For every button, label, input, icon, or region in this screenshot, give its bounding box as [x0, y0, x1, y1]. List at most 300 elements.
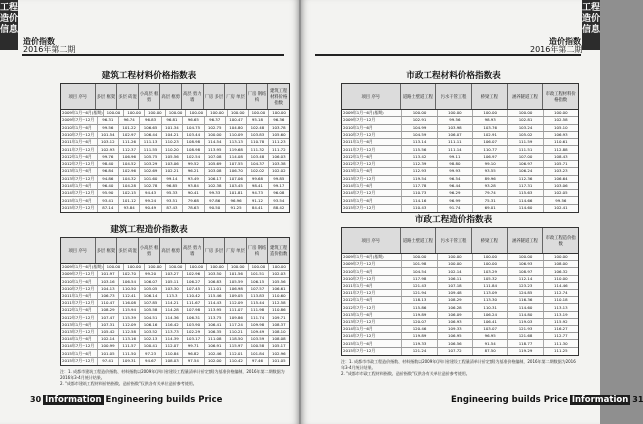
table-row	[61, 168, 289, 175]
table-header	[61, 238, 289, 264]
table-cell: 90.50	[205, 205, 226, 212]
table-row	[61, 293, 289, 300]
table-cell: 100.47	[226, 117, 247, 123]
table-cell: 102.96	[183, 271, 204, 277]
table-row	[61, 314, 289, 321]
table-cell: 111.13	[140, 139, 161, 145]
table-cell: 94.86	[98, 176, 119, 182]
table-cell: 108.98	[183, 146, 204, 152]
table-cell: 103.27	[162, 271, 183, 277]
table-cell: 88.42	[273, 205, 285, 211]
table-cell: 101.51	[247, 271, 268, 277]
table-cell: 103.48	[247, 154, 268, 160]
table-row	[342, 326, 578, 333]
table-row	[342, 125, 578, 132]
table-cell: 97.54	[183, 358, 204, 365]
table-cell: 119.33	[402, 340, 437, 346]
table-cell: 106.35	[205, 329, 226, 335]
table-cell: 106.31	[183, 314, 204, 320]
table-row	[61, 322, 289, 329]
table-cell: 110.00	[554, 275, 568, 281]
row-period: 2014年1月~6月	[61, 183, 98, 189]
table-cell: 99.56	[438, 117, 473, 123]
table-cell: 103.17	[183, 336, 204, 342]
table-cell: 107.57	[247, 286, 268, 292]
column-header: 建筑工程材料价格指数	[270, 88, 288, 106]
table-cell: 115.63	[508, 190, 543, 196]
table-cell: 102.41	[554, 205, 568, 211]
table-cell: 120.07	[402, 319, 437, 325]
table-cell: 108.00	[554, 261, 568, 267]
table-cell: 106.07	[473, 139, 508, 145]
table-cell: 105.60	[272, 132, 286, 138]
data-table	[341, 227, 579, 356]
table-cell: 108.29	[98, 307, 119, 313]
table-cell: 102.93	[98, 146, 119, 152]
row-period: 2015年1月~6月	[61, 350, 98, 356]
table-cell: 102.97	[119, 132, 140, 138]
table-cell: 103.24	[508, 125, 543, 131]
table-row	[342, 161, 578, 168]
table-cell: 105.02	[508, 132, 543, 138]
table-cell: 101.05	[98, 350, 119, 356]
table-cell: 110.18	[554, 297, 568, 303]
table-cell: 106.93	[508, 261, 543, 267]
table-cell: 103.16	[98, 278, 119, 284]
table-cell: 95.90	[98, 190, 119, 196]
table-cell: 110.50	[119, 286, 140, 292]
table-cell: 106.07	[140, 278, 161, 284]
column-header: 项目 序号	[61, 238, 96, 263]
table-cell: 105.17	[272, 343, 286, 349]
table-cell: 105.69	[205, 161, 226, 167]
table-cell: 121.43	[402, 283, 437, 289]
table-cell: 108.29	[438, 297, 473, 303]
section-band: 工程造价信息	[582, 0, 600, 50]
table-cell: 103.12	[98, 139, 119, 145]
row-period: 2015年7月~12月	[342, 348, 402, 355]
table-row	[61, 286, 289, 293]
row-period: 2010年7月~12月	[61, 132, 98, 138]
table-cell: 100.00	[124, 110, 145, 116]
table-row	[342, 146, 578, 153]
table-row	[61, 161, 289, 168]
table-cell: 111.51	[508, 146, 543, 152]
footer-tag: Information	[45, 394, 102, 405]
table-row	[61, 205, 289, 212]
table-header	[342, 228, 578, 254]
table-cell: 100.00	[473, 254, 508, 260]
table-cell: 115.86	[402, 304, 437, 310]
table-cell: 99.56	[98, 125, 119, 131]
table-cell: 106.98	[226, 286, 247, 292]
table-cell: 114.39	[162, 336, 183, 342]
table-cell: 113.16	[119, 336, 140, 342]
table-cell: 106.32	[554, 268, 568, 274]
table-cell: 111.01	[205, 286, 226, 292]
table-cell: 100.00	[402, 254, 437, 260]
table-cell: 100.00	[145, 264, 166, 270]
table-cell: 113.73	[162, 329, 183, 335]
table-cell: 106.16	[140, 322, 161, 328]
row-period: 2009年1月~6月(基期)	[62, 110, 103, 116]
table-cell: 93.28	[473, 183, 508, 189]
table-cell: 100.00	[402, 110, 437, 116]
table-cell: 104.75	[183, 125, 204, 131]
row-period: 2011年7月~12月	[342, 290, 402, 296]
row-period: 2013年7月~12月	[61, 329, 98, 335]
table-cell: 109.05	[226, 293, 247, 299]
column-header: 高层 剪力墙	[182, 84, 204, 109]
table-cell: 110.42	[183, 293, 204, 299]
row-period: 2009年1月~6月(基期)	[342, 254, 402, 260]
column-header: 高层 框剪	[160, 84, 182, 109]
table-row	[342, 304, 578, 311]
table-cell: 99.24	[140, 197, 161, 203]
row-period: 2014年1月~6月	[61, 336, 98, 342]
row-period: 2010年1月~6月	[342, 125, 402, 131]
table-cell: 112.07	[162, 343, 183, 349]
table-cell: 116.42	[162, 322, 183, 328]
table-cell: 103.38	[272, 161, 286, 167]
row-period: 2014年7月~12月	[342, 333, 402, 339]
table-cell: 105.11	[162, 278, 183, 284]
table-cell: 102.02	[247, 168, 268, 174]
table-cell: 111.14	[438, 146, 473, 152]
table-cell: 110.43	[402, 205, 437, 212]
row-period: 2012年1月~6月	[342, 297, 402, 303]
table-cell: 110.78	[247, 139, 268, 145]
table-cell: 118.13	[402, 297, 437, 303]
footer-text: Engineering builds Price	[105, 394, 223, 405]
column-header: 项目 序号	[342, 84, 401, 109]
table-cell: 124.85	[508, 290, 543, 296]
table-cell: 100.41	[140, 343, 161, 349]
table-cell: 113.3	[162, 293, 183, 299]
table-cell: 100.58	[247, 343, 268, 349]
table-row	[342, 333, 578, 340]
table-cell: 99.33	[205, 190, 226, 196]
table-row	[61, 350, 289, 357]
table-row	[342, 319, 578, 326]
table-cell: 105.56	[272, 278, 286, 284]
table-cell: 109.86	[226, 314, 247, 320]
table-cell: 79.68	[183, 197, 204, 203]
table-cell: 105.71	[554, 161, 568, 167]
table-cell: 106.24	[508, 168, 543, 174]
table-row	[61, 307, 289, 314]
table-cell: 97.41	[98, 358, 119, 365]
row-period: 2013年7月~12月	[61, 176, 98, 182]
table-cell: 105.32	[473, 276, 508, 282]
table-cell: 100.00	[272, 264, 286, 270]
table-row	[61, 358, 289, 365]
table-cell: 100.00	[554, 254, 568, 260]
table-cell: 121.68	[508, 333, 543, 339]
row-period: 2010年7月~12月	[342, 276, 402, 282]
table-cell: 117.31	[508, 183, 543, 189]
table-cell: 99.68	[247, 176, 268, 182]
table-cell: 103.83	[247, 132, 268, 138]
table-cell: 103.23	[554, 168, 568, 174]
column-header: 小高层 框剪	[139, 238, 161, 263]
table-cell: 100.00	[228, 264, 249, 270]
table-cell: 116.36	[508, 297, 543, 303]
table-cell: 114.46	[554, 282, 568, 288]
table-row	[342, 297, 578, 304]
table-cell: 100.00	[104, 110, 125, 116]
table-cell: 96.65	[183, 117, 204, 123]
column-header: 厂房 多层	[204, 238, 226, 263]
footnote: 注：1. 成都市市政工程造价指数、材料指数以2009年(四川省建设工程量清单计价定额)为基准价格编制，2016年第二期数据为2016年3-4月统计结果。 2. "成都市市政工程材料指数、造价指数"仅供各有关单位造价参考使用。	[341, 359, 576, 376]
table-cell: 104.21	[162, 132, 183, 138]
table-cell: 102.15	[119, 190, 140, 196]
table-cell: 96.31	[98, 117, 119, 123]
table-cell: 106.28	[438, 304, 473, 310]
table-title: 建筑工程材料价格指数表	[101, 71, 197, 81]
table-cell: 106.07	[438, 132, 473, 138]
table-cell: 100.00	[508, 110, 543, 116]
table-cell: 121.24	[402, 348, 437, 355]
table-cell: 93.54	[273, 197, 285, 203]
table-row	[342, 290, 578, 297]
table-cell: 99.10	[473, 161, 508, 167]
row-period: 2013年1月~6月	[342, 168, 402, 174]
right-page	[301, 0, 643, 424]
table-cell: 104.99	[402, 125, 437, 131]
table-cell: 101.54	[98, 132, 119, 138]
table-cell: 100.00	[438, 261, 473, 267]
table-cell: 100.00	[249, 264, 270, 270]
table-cell: 106.97	[508, 161, 543, 167]
table-cell: 110.20	[162, 146, 183, 152]
table-cell: 105.58	[140, 307, 161, 313]
table-cell: 106.15	[247, 278, 268, 284]
table-cell: 113.95	[205, 146, 226, 152]
row-period: 2010年7月~12月	[342, 132, 402, 138]
table-cell: 115.94	[119, 307, 140, 313]
table-cell: 106.14	[140, 293, 161, 299]
column-header: 项目 序号	[342, 228, 401, 253]
table-cell: 110.84	[162, 350, 183, 356]
table-cell: 97.46	[247, 358, 268, 365]
table-cell: 106.17	[205, 176, 226, 182]
table-cell: 96.36	[273, 117, 285, 123]
table-cell: 99.71	[183, 343, 204, 349]
table-row	[342, 276, 578, 283]
table-cell: 106.64	[554, 175, 568, 181]
table-row	[342, 261, 578, 268]
table-cell: 107.47	[98, 314, 119, 320]
table-cell: 103.76	[473, 125, 508, 131]
table-cell: 119.29	[508, 348, 543, 355]
table-cell: 108.03	[162, 358, 183, 365]
row-period: 2015年1月~6月	[342, 340, 402, 346]
table-cell: 102.91	[402, 117, 437, 123]
table-cell: 102.78	[140, 183, 161, 189]
table-cell: 107.31	[98, 322, 119, 328]
table-cell: 113.95	[205, 307, 226, 313]
table-cell: 106.83	[205, 278, 226, 284]
table-cell: 93.55	[473, 168, 508, 174]
table-cell: 106.09	[438, 312, 473, 318]
table-cell: 102.46	[205, 350, 226, 356]
table-cell: 111.30	[554, 340, 568, 346]
table-row	[342, 348, 578, 355]
table-cell: 113.42	[402, 154, 437, 160]
header-rule	[315, 54, 581, 56]
table-cell: 110.77	[473, 146, 508, 152]
table-cell: 102.02	[272, 168, 286, 174]
table-cell: 113.75	[205, 314, 226, 320]
table-cell: 105.42	[98, 329, 119, 335]
table-cell: 105.59	[226, 278, 247, 284]
table-row	[61, 125, 289, 132]
row-period: 2014年7月~12月	[61, 343, 98, 349]
footer-tag: Information	[571, 394, 629, 405]
table-cell: 110.21	[226, 329, 247, 335]
table-cell: 97.23	[140, 350, 161, 356]
table-cell: 100.00	[473, 110, 508, 116]
table-cell: 102.96	[119, 168, 140, 174]
table-title: 市政工程造价指数表	[414, 215, 493, 225]
table-cell: 106.96	[119, 154, 140, 160]
section-band: 工程造价信息	[0, 0, 18, 50]
table-cell: 113.13	[226, 139, 247, 145]
table-cell: 104.54	[402, 268, 437, 274]
table-row	[342, 283, 578, 290]
table-cell: 100.00	[124, 264, 145, 270]
column-header: 污水干管工程	[436, 228, 472, 253]
issue-label: 2016年第二期	[530, 45, 583, 54]
table-cell: 112.93	[402, 168, 437, 174]
column-header: 桥梁工程	[472, 228, 508, 253]
table-cell: 102.05	[554, 190, 568, 196]
table-cell: 114.60	[508, 205, 543, 212]
table-row	[342, 139, 578, 146]
table-cell: 117.78	[402, 183, 437, 189]
column-header: 污水干管工程	[436, 84, 472, 109]
column-header: 小高层 框剪	[139, 84, 161, 109]
table-cell: 103.45	[226, 183, 247, 189]
table-row	[61, 300, 289, 307]
table-cell: 95.33	[162, 190, 183, 196]
table-cell: 96.29	[438, 190, 473, 196]
table-cell: 118.50	[226, 336, 247, 342]
table-cell: 96.21	[183, 168, 204, 174]
table-cell: 106.24	[473, 312, 508, 318]
table-cell: 112.37	[119, 146, 140, 152]
table-cell: 102.38	[205, 183, 226, 189]
table-cell: 111.98	[247, 307, 268, 313]
table-cell: 108.98	[183, 139, 204, 145]
row-period: 2014年7月~12月	[342, 190, 402, 196]
table-cell: 104.51	[140, 314, 161, 320]
table-cell: 111.59	[508, 139, 543, 145]
row-period: 2011年1月~6月	[61, 139, 98, 145]
row-period: 2012年1月~6月	[61, 307, 98, 313]
table-cell: 111.72	[272, 146, 286, 152]
table-cell: 109.48	[438, 290, 473, 296]
table-row	[61, 329, 289, 336]
table-row	[61, 343, 289, 350]
row-period: 2015年1月~6月	[342, 197, 402, 203]
column-header: 高层 剪力墙	[182, 238, 204, 263]
table-cell: 100.00	[205, 132, 226, 138]
table-cell: 112.58	[119, 329, 140, 335]
table-cell: 112.39	[402, 161, 437, 167]
table-row	[61, 197, 289, 204]
table-cell: 96.37	[205, 117, 226, 123]
table-cell: 106.41	[473, 319, 508, 325]
table-cell: 91.74	[438, 205, 473, 212]
column-header: 涵养隧道工程	[508, 228, 544, 253]
table-cell: 99.52	[183, 161, 204, 167]
table-cell: 102.58	[554, 117, 568, 123]
table-cell: 118.77	[508, 340, 543, 346]
table-cell: 96.44	[438, 183, 473, 189]
table-cell: 93.49	[183, 176, 204, 182]
table-cell: 113.13	[554, 304, 568, 310]
table-cell: 111.55	[140, 146, 161, 152]
table-cell: 93.41	[98, 197, 119, 203]
table-cell: 100.00	[145, 110, 166, 116]
table-row	[342, 254, 578, 261]
table-cell: 114.16	[402, 197, 437, 203]
table-cell: 117.24	[226, 322, 247, 328]
table-cell: 96.81	[162, 117, 183, 123]
row-period: 2015年7月~12月	[61, 358, 98, 365]
table-cell: 104.52	[119, 161, 140, 167]
table-cell: 100.00	[438, 254, 473, 260]
table-cell: 69.01	[473, 205, 508, 212]
table-cell: 99.20	[140, 271, 161, 277]
row-period: 2013年1月~6月	[61, 322, 98, 328]
table-cell: 102.03	[272, 271, 286, 277]
table-cell: 99.56	[555, 197, 567, 203]
page-footer	[30, 394, 222, 405]
row-period: 2011年7月~12月	[342, 146, 402, 152]
row-period: 2012年1月~6月	[61, 154, 98, 160]
table-cell: 100.00	[272, 110, 286, 116]
table-cell: 113.19	[554, 311, 568, 317]
row-period: 2012年1月~6月	[342, 154, 402, 160]
table-cell: 112.01	[226, 350, 247, 356]
table-cell: 91.54	[473, 340, 508, 346]
table-cell: 101.05	[272, 358, 286, 364]
table-cell: 106.97	[473, 154, 508, 160]
table-cell: 103.44	[183, 132, 204, 138]
table-cell: 106.95	[438, 333, 473, 339]
data-table	[60, 83, 290, 213]
row-period: 2013年7月~12月	[342, 176, 402, 182]
table-cell: 110.42	[226, 358, 247, 365]
row-period: 2015年7月~12月	[61, 205, 98, 212]
row-period: 2012年7月~12月	[61, 161, 98, 167]
table-row	[61, 146, 289, 153]
table-cell: 100.00	[186, 110, 207, 116]
table-cell: 96.96	[226, 197, 247, 203]
table-cell: 113.83	[247, 293, 268, 299]
table-cell: 112.09	[119, 322, 140, 328]
table-cell: 112.14	[508, 276, 543, 282]
left-page	[0, 0, 299, 424]
table-cell: 102.81	[508, 117, 543, 123]
table-cell: 111.57	[119, 343, 140, 349]
table-cell: 108.97	[508, 268, 543, 274]
table-cell: 114.54	[205, 139, 226, 145]
row-period: 2011年7月~12月	[61, 300, 98, 306]
